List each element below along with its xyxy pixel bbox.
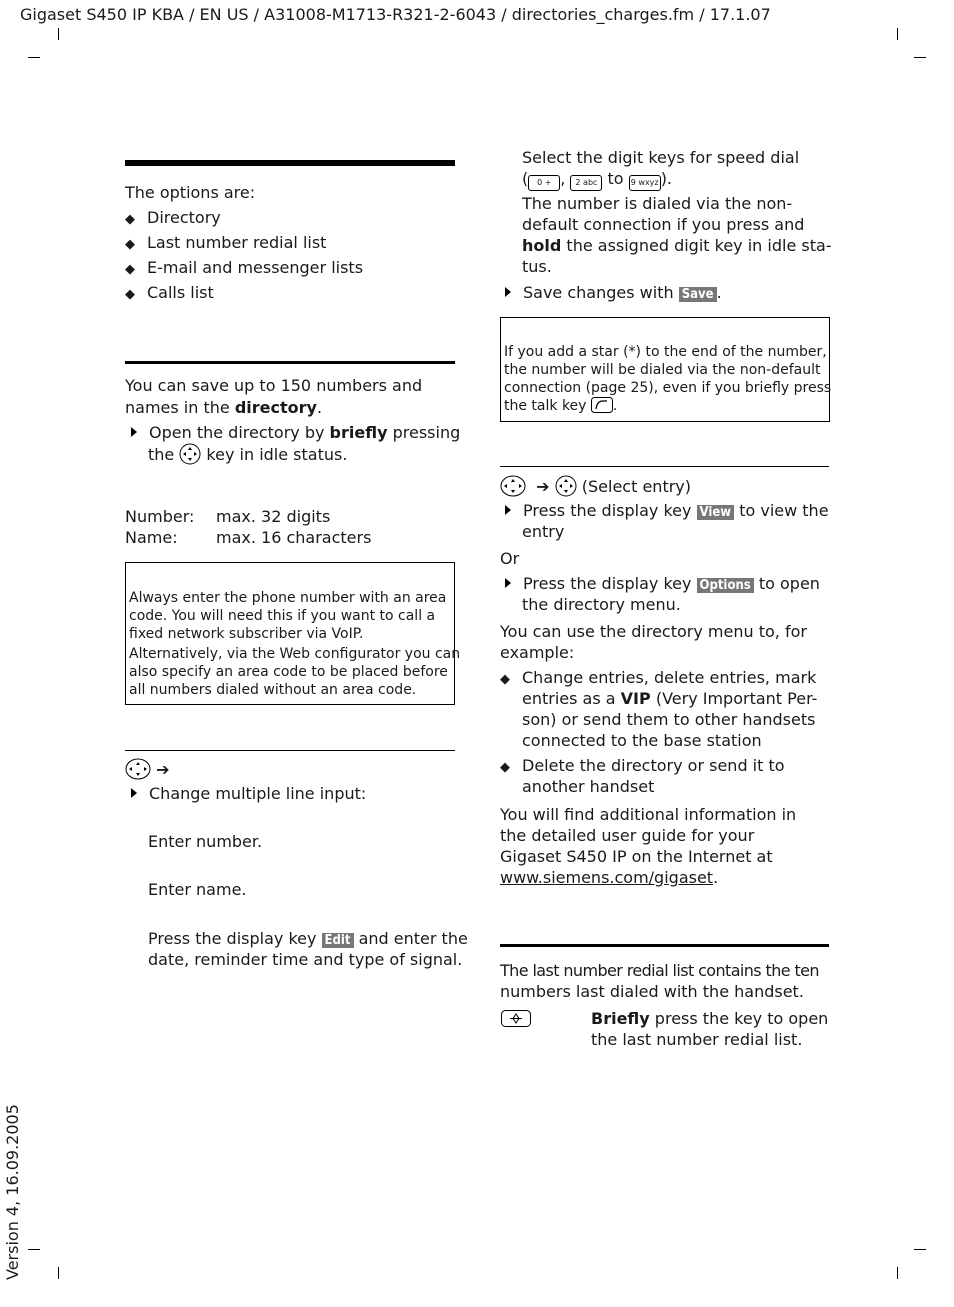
options-intro: The options are:	[125, 183, 256, 202]
directory-text: You can save up to 150 numbers and	[125, 376, 423, 395]
nondefault-text: The number is dialed via the non-	[522, 194, 793, 213]
note-line: Alternatively, via the Web configurator you can	[129, 646, 461, 662]
step-save: Save changes with Save .	[505, 282, 722, 305]
bullet-diamond: ◆	[125, 287, 135, 302]
briefly-text: the last number redial list.	[591, 1030, 803, 1049]
list-item-cont: entries as a VIP (Very Important Per-	[522, 689, 818, 708]
additional-info: www.siemens.com/gigaset.	[500, 868, 719, 887]
additional-info: Gigaset S450 IP on the Internet at	[500, 847, 773, 866]
crop-mark	[28, 57, 40, 58]
note-line: also specify an area code to be placed before	[129, 664, 448, 680]
crop-mark	[58, 1267, 59, 1279]
note-line: all numbers dialed without an area code.	[129, 682, 417, 698]
step-arrow-icon	[505, 578, 511, 588]
briefly-text: Briefly press the key to open	[591, 1009, 829, 1028]
save-key: Save	[679, 287, 717, 302]
number-label: Number:	[125, 507, 195, 526]
bullet-diamond: ◆	[125, 262, 135, 277]
siemens-link[interactable]: www.siemens.com/gigaset	[500, 868, 714, 887]
list-item: ◆ E-mail and messenger lists	[125, 257, 363, 280]
nav-key-icon	[555, 475, 577, 497]
view-key: View	[697, 505, 735, 520]
crop-mark	[897, 28, 898, 40]
note-line: connection (page 25), even if you briefly press	[504, 380, 832, 396]
nondefault-text: tus.	[522, 257, 552, 276]
menu-path	[125, 758, 170, 780]
step-arrow-icon	[131, 427, 137, 437]
redial-text: numbers last dialed with the handset.	[500, 982, 804, 1001]
list-item: ◆ Delete the directory or send it to	[500, 755, 785, 778]
edit-step: Press the display key Edit and enter the	[148, 929, 468, 948]
note-line: code. You will need this if you want to call a	[129, 608, 436, 624]
section-rule	[500, 944, 829, 947]
nav-key-icon	[179, 443, 201, 465]
talk-key-icon	[591, 397, 613, 413]
enter-name: Enter name.	[148, 880, 247, 899]
edit-key: Edit	[322, 933, 354, 948]
step-arrow-icon	[131, 788, 137, 798]
running-header: Gigaset S450 IP KBA / EN US / A31008-M1713-R321-2-6043 / directories_charges.fm / 17.1.07	[20, 5, 771, 24]
directory-text: names in the directory.	[125, 398, 323, 417]
step-open-directory-cont: the key in idle status.	[148, 445, 348, 464]
step-view: Press the display key View to view the	[505, 500, 829, 523]
speed-dial-text: Select the digit keys for speed dial	[522, 148, 800, 167]
bullet-diamond: ◆	[500, 672, 510, 687]
arrow-right-icon: ➔	[536, 477, 550, 496]
list-item-cont: another handset	[522, 777, 655, 796]
number-value: max. 32 digits	[216, 507, 331, 526]
list-item: ◆ Directory	[125, 207, 221, 230]
nav-key-icon	[500, 475, 526, 497]
name-label: Name:	[125, 528, 178, 547]
note-line: the talk key .	[504, 398, 618, 414]
note-line: If you add a star (*) to the end of the number,	[504, 344, 827, 360]
list-item: ◆ Change entries, delete entries, mark	[500, 667, 816, 690]
note-line: Always enter the phone number with an area	[129, 590, 447, 606]
section-rule	[125, 750, 455, 751]
key-2-icon: 2 abc	[570, 175, 602, 191]
list-item-cont: son) or send them to other handsets	[522, 710, 816, 729]
bullet-diamond: ◆	[125, 237, 135, 252]
options-key: Options	[697, 578, 754, 593]
arrow-right-icon: ➔	[156, 760, 170, 779]
section-rule	[500, 466, 829, 467]
speed-dial-keys: ( 0 + , 2 abc to 9 wxyz ).	[522, 168, 672, 191]
step-view-cont: entry	[522, 522, 565, 541]
section-rule	[125, 361, 455, 364]
menu-text: You can use the directory menu to, for	[500, 622, 807, 641]
bullet-diamond: ◆	[500, 760, 510, 775]
step-arrow-icon	[505, 505, 511, 515]
menu-text: example:	[500, 643, 575, 662]
list-item-cont: connected to the base station	[522, 731, 762, 750]
crop-mark	[58, 28, 59, 40]
crop-mark	[897, 1267, 898, 1279]
additional-info: You will find additional information in	[500, 805, 797, 824]
menu-path: ➔ (Select entry)	[500, 475, 691, 497]
key-0-icon: 0 +	[528, 175, 560, 191]
nondefault-text: default connection if you press and	[522, 215, 805, 234]
nav-key-icon	[125, 758, 151, 780]
redial-key-icon	[501, 1010, 531, 1027]
edit-step-cont: date, reminder time and type of signal.	[148, 950, 463, 969]
note-line: the number will be dialed via the non-default	[504, 362, 821, 378]
step-options-cont: the directory menu.	[522, 595, 681, 614]
redial-text: The last number redial list contains the ten	[500, 961, 819, 980]
step-options: Press the display key Options to open	[505, 573, 820, 596]
step-arrow-icon	[505, 287, 511, 297]
or-text: Or	[500, 549, 520, 568]
crop-mark	[914, 57, 926, 58]
note-line: fixed network subscriber via VoIP.	[129, 626, 364, 642]
list-item: ◆ Last number redial list	[125, 232, 326, 255]
section-rule	[125, 160, 455, 166]
step-change: Change multiple line input:	[131, 783, 366, 804]
crop-mark	[914, 1249, 926, 1250]
step-open-directory: Open the directory by briefly pressing	[131, 422, 460, 443]
bullet-diamond: ◆	[125, 212, 135, 227]
enter-number: Enter number.	[148, 832, 263, 851]
version-stamp: Version 4, 16.09.2005	[3, 1104, 22, 1280]
list-item: ◆ Calls list	[125, 282, 214, 305]
nondefault-text: hold the assigned digit key in idle sta-	[522, 236, 832, 255]
crop-mark	[28, 1249, 40, 1250]
additional-info: the detailed user guide for your	[500, 826, 755, 845]
name-value: max. 16 characters	[216, 528, 372, 547]
key-9-icon: 9 wxyz	[629, 175, 661, 191]
